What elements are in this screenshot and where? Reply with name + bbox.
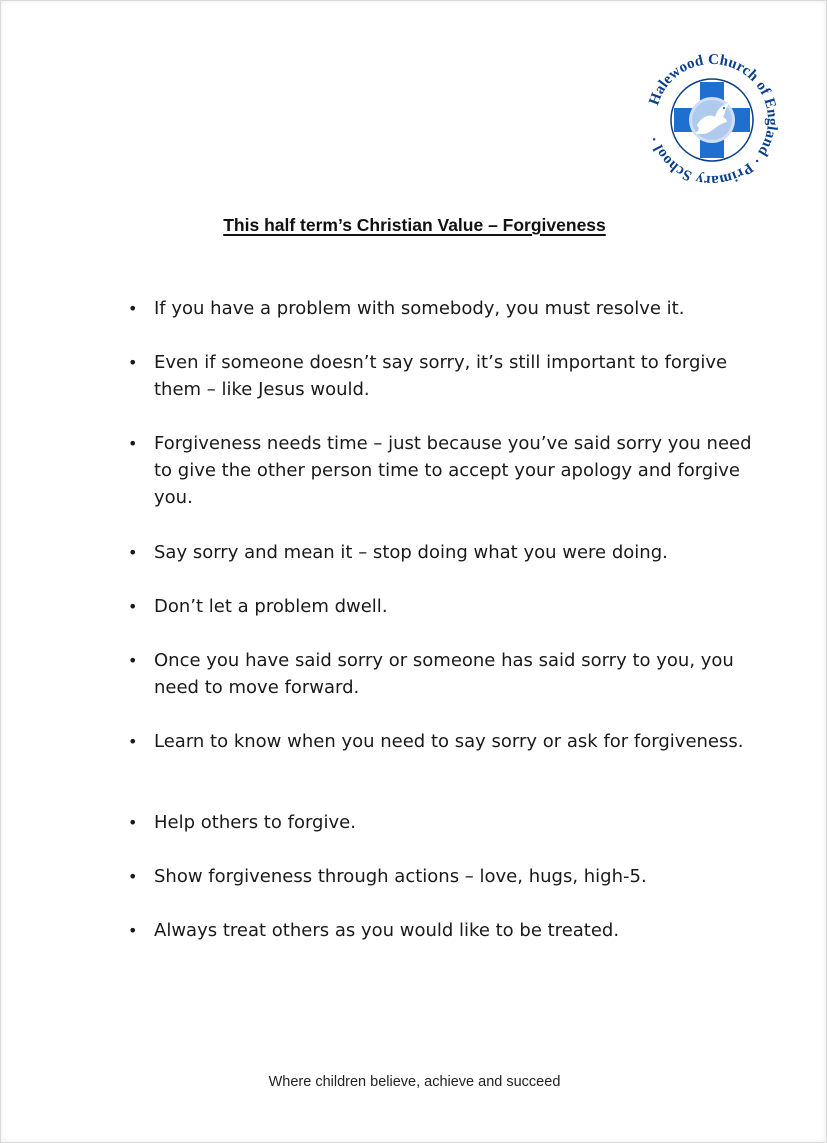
list-item: • Once you have said sorry or someone has said sorry to you, you need to move forward.: [154, 647, 754, 701]
list-item: • Always treat others as you would like to be treated.: [154, 917, 754, 944]
page-title: This half term’s Christian Value – Forgiveness: [223, 215, 606, 235]
footer-motto: Where children believe, achieve and succeed: [268, 1074, 561, 1090]
list-item: • Show forgiveness through actions – love, hugs, high-5.: [154, 863, 754, 890]
list-item: • If you have a problem with somebody, you must resolve it.: [154, 295, 754, 322]
list-item: • Help others to forgive.: [154, 809, 754, 836]
list-item: • Learn to know when you need to say sorry or ask for forgiveness.: [154, 728, 754, 755]
list-item: • Even if someone doesn’t say sorry, it’s still important to forgive them – like Jesus would.: [154, 349, 754, 403]
list-item: • Say sorry and mean it – stop doing what you were doing.: [154, 539, 754, 566]
bullet-list: [1, 1, 827, 1143]
logo-text: Halewood Church of England · Primary School ·: [646, 51, 781, 189]
list-item: • Forgiveness needs time – just because you’ve said sorry you need to give the other person time to accept your apology and forgive you.: [154, 430, 754, 511]
list-item: • Don’t let a problem dwell.: [154, 593, 754, 620]
